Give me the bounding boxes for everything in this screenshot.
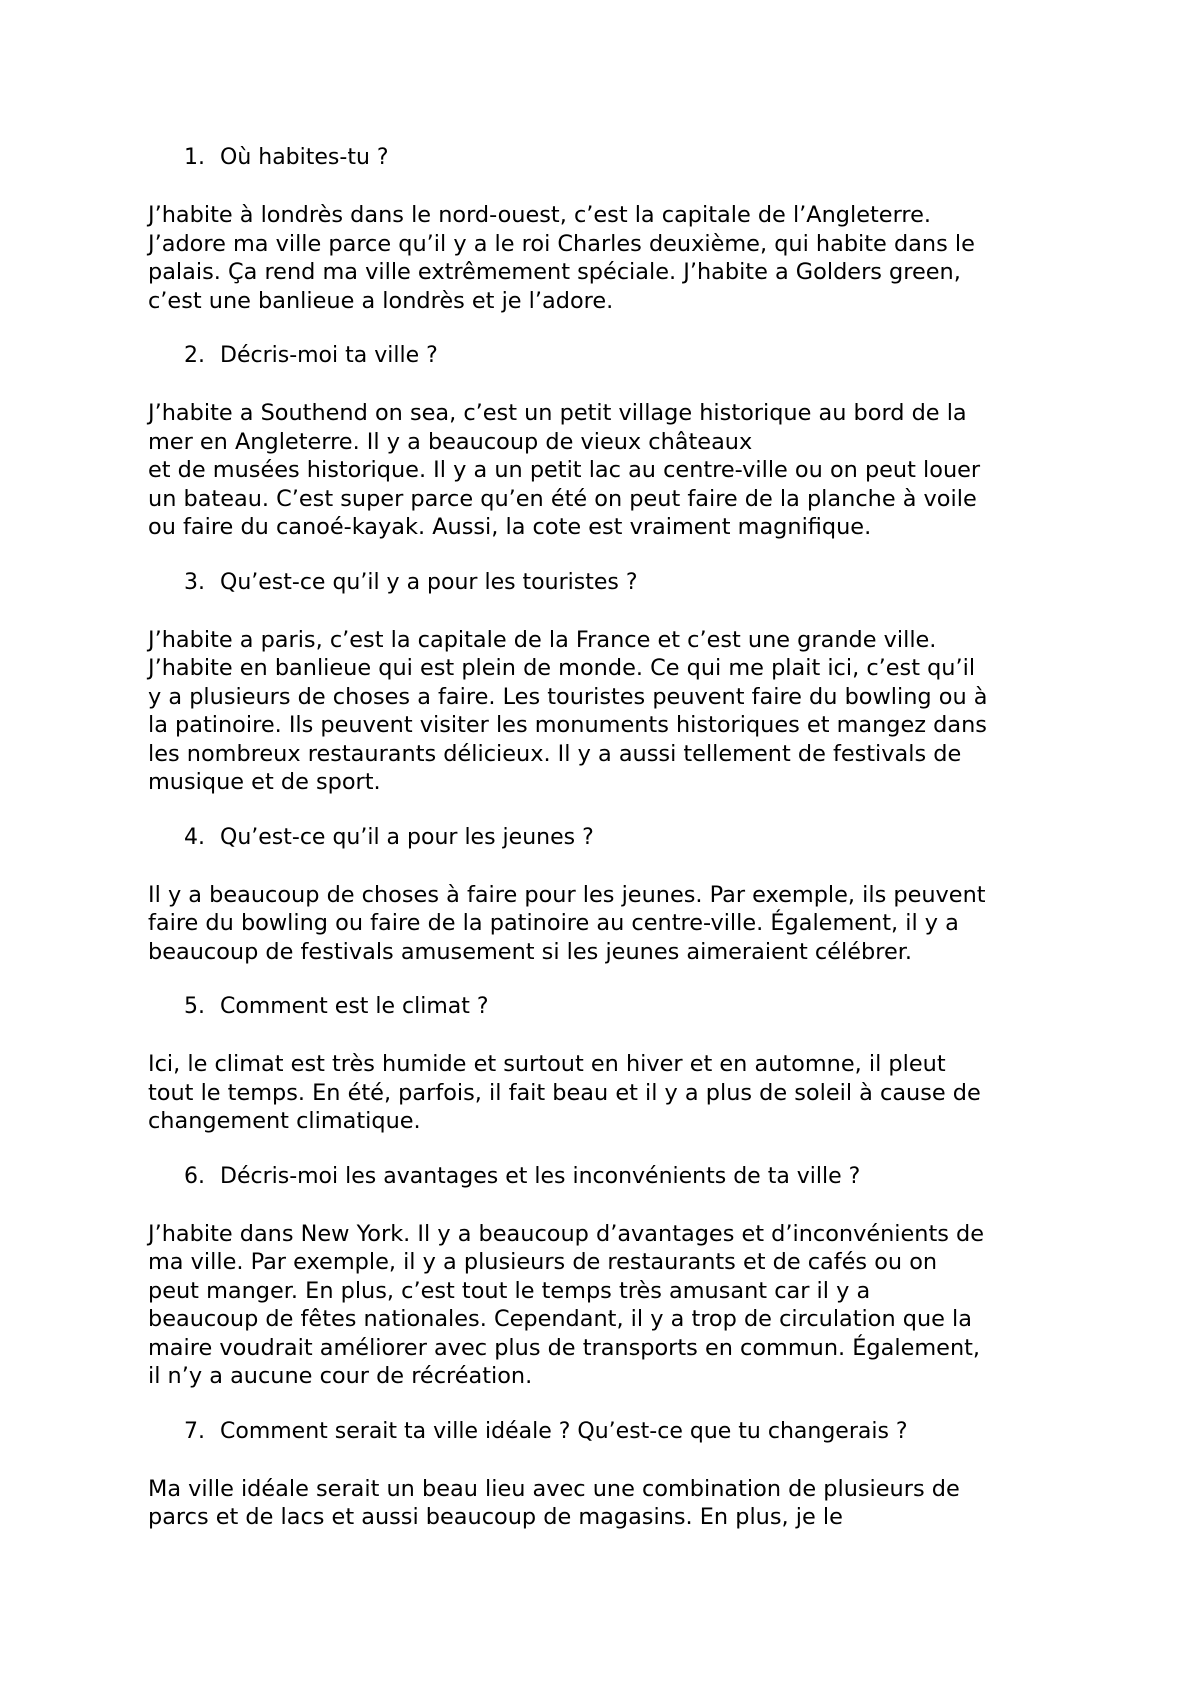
answer-line: peut manger. En plus, c’est tout le temps très amusant car il y a	[148, 1277, 871, 1304]
answer-line: tout le temps. En été, parfois, il fait beau et il y a plus de soleil à cause de	[148, 1079, 981, 1106]
question-6	[148, 1163, 1068, 1191]
answer-line: il n’y a aucune cour de récréation.	[148, 1363, 533, 1389]
answer-line: J’habite en banlieue qui est plein de monde. Ce qui me plait ici, c’est qu’il	[148, 655, 976, 681]
answer-line: faire du bowling ou faire de la patinoire au centre-ville. Également, il y a	[148, 910, 959, 936]
answer-line: J’habite dans New York. Il y a beaucoup d’avantages et d’inconvénients de	[148, 1220, 985, 1247]
question-number: 5.	[184, 994, 205, 1019]
answer-line: c’est une banlieue a londrès et je l’adore.	[148, 287, 614, 314]
answer-5	[148, 1050, 1068, 1136]
answer-line: J’adore ma ville parce qu’il y a le roi Charles deuxième, qui habite dans le	[148, 230, 975, 257]
answer-2	[148, 399, 1068, 542]
answer-line: et de musées historique. Il y a un petit lac au centre-ville ou on peut louer	[148, 457, 981, 483]
answer-line: beaucoup de fêtes nationales. Cependant, il y a trop de circulation que la	[148, 1306, 973, 1332]
question-4	[148, 824, 1068, 852]
question-text: Comment est le climat ?	[220, 994, 489, 1019]
answer-line: y a plusieurs de choses a faire. Les touristes peuvent faire du bowling ou à	[148, 683, 988, 710]
question-text: Qu’est-ce qu’il a pour les jeunes ?	[220, 824, 594, 850]
answer-4	[148, 881, 1068, 967]
question-number: 7.	[184, 1418, 205, 1444]
question-7	[148, 1418, 1068, 1446]
answer-line: Ici, le climat est très humide et surtout en hiver et en automne, il pleut	[148, 1051, 946, 1077]
answer-1	[148, 201, 1068, 315]
answer-line: J’habite a paris, c’est la capitale de la France et c’est une grande ville.	[148, 626, 937, 653]
answer-7	[148, 1475, 1068, 1532]
question-text: Comment serait ta ville idéale ? Qu’est-ce que tu changerais ?	[220, 1418, 908, 1444]
answer-line: la patinoire. Ils peuvent visiter les monuments historiques et mangez dans	[148, 712, 987, 738]
question-text: Décris-moi les avantages et les inconvénients de ta ville ?	[220, 1163, 861, 1189]
question-number: 2.	[184, 343, 205, 368]
answer-line: Ma ville idéale serait un beau lieu avec une combination de plusieurs de	[148, 1475, 960, 1502]
answer-line: parcs et de lacs et aussi beaucoup de magasins. En plus, je le	[148, 1504, 843, 1530]
answer-line: mer en Angleterre. Il y a beaucoup de vieux châteaux	[148, 428, 753, 455]
question-number: 3.	[184, 569, 205, 595]
answer-line: palais. Ça rend ma ville extrêmement spéciale. J’habite a Golders green,	[148, 259, 961, 285]
answer-line: maire voudrait améliorer avec plus de transports en commun. Également,	[148, 1334, 981, 1361]
question-text: Décris-moi ta ville ?	[220, 343, 438, 368]
answer-line: les nombreux restaurants délicieux. Il y a aussi tellement de festivals de	[148, 740, 962, 767]
answer-line: un bateau. C’est super parce qu’en été on peut faire de la planche à voile	[148, 485, 977, 512]
answer-line: J’habite a Southend on sea, c’est un petit village historique au bord de la	[148, 400, 967, 426]
answer-line: musique et de sport.	[148, 769, 381, 795]
question-1	[148, 144, 1068, 172]
answer-3	[148, 626, 1068, 797]
answer-6	[148, 1220, 1068, 1391]
answer-line: ou faire du canoé-kayak. Aussi, la cote est vraiment magnifique.	[148, 514, 872, 540]
answer-line: Il y a beaucoup de choses à faire pour les jeunes. Par exemple, ils peuvent	[148, 881, 986, 908]
question-number: 1.	[184, 145, 205, 170]
answer-line: beaucoup de festivals amusement si les jeunes aimeraient célébrer.	[148, 938, 912, 965]
answer-line: J’habite à londrès dans le nord-ouest, c’est la capitale de l’Angleterre.	[148, 202, 931, 228]
question-number: 6.	[184, 1163, 205, 1189]
question-text: Où habites-tu ?	[220, 145, 389, 170]
question-text: Qu’est-ce qu’il y a pour les touristes ?	[220, 569, 638, 595]
question-3	[148, 569, 1068, 597]
question-2	[148, 342, 1068, 370]
question-5	[148, 993, 1068, 1021]
document-body	[148, 144, 1068, 1532]
answer-line: ma ville. Par exemple, il y a plusieurs de restaurants et de cafés ou on	[148, 1249, 938, 1275]
answer-line: changement climatique.	[148, 1108, 421, 1134]
question-number: 4.	[184, 824, 205, 850]
